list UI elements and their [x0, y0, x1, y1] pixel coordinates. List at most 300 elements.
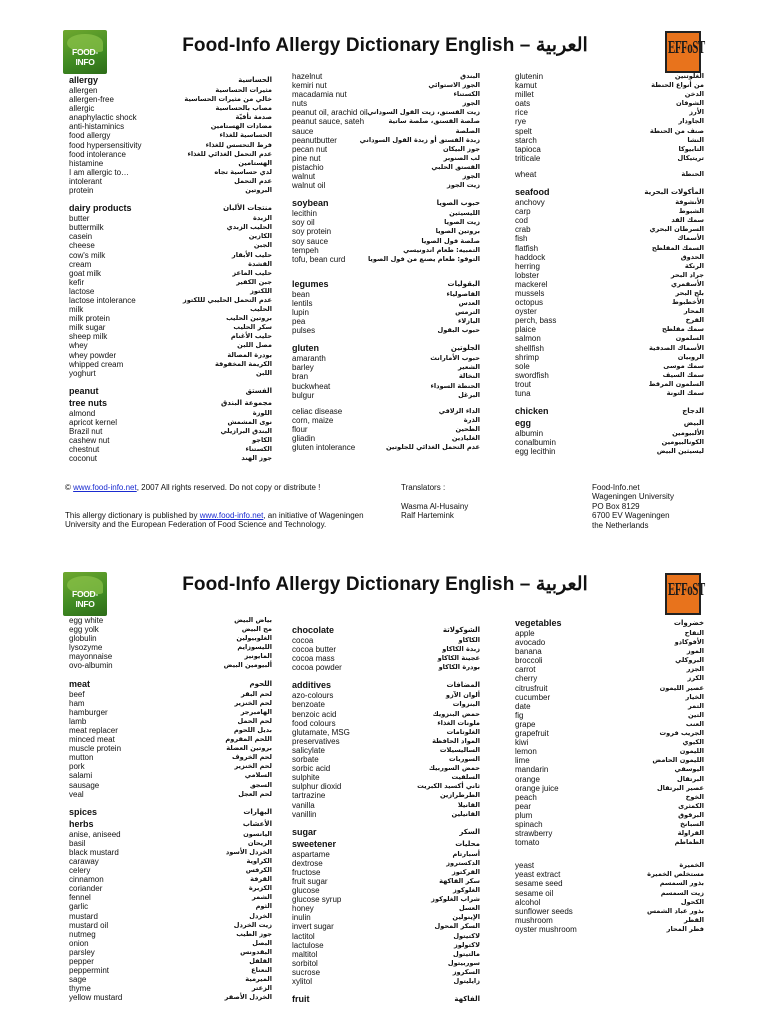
section-spacer [515, 163, 704, 170]
entry-english: tempeh [292, 245, 319, 255]
category-heading [69, 818, 272, 830]
entry-english: glutenin [515, 72, 544, 81]
dictionary-entry [515, 907, 704, 916]
entry-arabic: لحم الخنزير [234, 698, 272, 707]
dictionary-entry [515, 861, 704, 870]
entry-english: orange [515, 774, 540, 784]
entry-arabic: الداء الزلاقي [438, 406, 480, 415]
entry-arabic: بودرة المصالة [227, 350, 272, 359]
category-heading [292, 679, 480, 691]
category-heading-arabic: البقوليات [447, 279, 480, 288]
entry-english: citrusfruit [515, 683, 548, 693]
entry-english: sheep milk [69, 332, 108, 342]
section-spacer [69, 195, 272, 202]
entry-arabic: الخميرة [679, 861, 704, 870]
entry-english: milk sugar [69, 323, 106, 333]
entry-english: xylitol [292, 977, 313, 986]
entry-arabic: مصاب بالحساسية [215, 104, 272, 113]
dictionary-entry [292, 391, 480, 400]
dictionary-entry [69, 241, 272, 250]
entry-english: nutmeg [69, 929, 96, 939]
dictionary-entry [515, 793, 704, 802]
entry-english: swordfish [515, 370, 549, 380]
dictionary-entry [515, 99, 704, 108]
entry-arabic: ألبيومين البيض [223, 661, 272, 670]
dictionary-entry [515, 879, 704, 888]
entry-arabic: الحدوق [680, 252, 704, 261]
entry-arabic: حبوب الأمارانث [430, 354, 480, 363]
dictionary-entry [69, 643, 272, 652]
entry-arabic: اللكتوز [250, 286, 272, 295]
entry-arabic: لدي حساسية تجاه [214, 167, 272, 176]
category-heading-arabic: الجلوتين [450, 344, 480, 353]
entry-english: fish [515, 234, 528, 244]
entry-arabic: الدخن [684, 90, 704, 99]
entry-english: food allergy [69, 131, 111, 141]
entry-arabic: المواد الحافظة [432, 736, 480, 745]
entry-arabic: زيت السمسم [660, 888, 704, 897]
entry-arabic: الغلوتامات [446, 727, 480, 736]
dictionary-entry [69, 86, 272, 95]
category-heading [292, 993, 480, 1005]
translators-block [401, 483, 468, 521]
entry-arabic: البروتين [245, 186, 272, 195]
entry-english: yoghurt [69, 368, 96, 378]
entry-arabic: لحم الحمل [237, 716, 272, 725]
entry-arabic: سمك السيف [662, 370, 704, 379]
entry-arabic: الجاودار [678, 117, 704, 126]
dictionary-entry [69, 122, 272, 131]
dictionary-entry [69, 930, 272, 939]
entry-english: kamut [515, 81, 537, 91]
dictionary-entry [292, 663, 480, 672]
entry-english: lime [515, 756, 530, 766]
entry-arabic: الساليسيلات [439, 745, 480, 754]
dictionary-entry [515, 447, 704, 456]
entry-english: parsley [69, 947, 95, 957]
translators-label: Translators : [401, 483, 446, 492]
entry-arabic: عدم التحمل الغذائي للغذاء [187, 149, 272, 158]
entry-english: lemon [515, 747, 537, 757]
dictionary-entry [292, 728, 480, 737]
dictionary-entry [69, 314, 272, 323]
category-heading [69, 74, 272, 86]
entry-english: soy sauce [292, 236, 329, 246]
entry-arabic: الريحان [247, 838, 272, 847]
dictionary-entry [292, 950, 480, 959]
dictionary-entry [515, 325, 704, 334]
dictionary-entry [292, 326, 480, 335]
dictionary-entry [69, 332, 272, 341]
entry-english: whey [69, 341, 88, 351]
entry-arabic: مح البيض [241, 625, 272, 634]
entry-arabic: البرغل [458, 390, 480, 399]
entry-english: mackerel [515, 279, 548, 289]
entry-arabic: الفركتوز [451, 867, 480, 876]
category-heading [292, 838, 480, 850]
entry-english: goat milk [69, 268, 102, 278]
entry-arabic: مثيرات الحساسية [215, 86, 272, 94]
entry-arabic: الكمثرى [678, 801, 704, 810]
entry-english: food intolerance [69, 149, 126, 159]
dictionary-entry [69, 744, 272, 753]
entry-english: bean [292, 289, 310, 299]
entry-english: cocoa butter [292, 645, 337, 655]
entry-arabic: الرنكة [684, 261, 704, 270]
entry-arabic: لحم العجل [238, 789, 272, 798]
dictionary-entry [515, 72, 704, 81]
dictionary-entry [292, 773, 480, 782]
dictionary-entry [69, 726, 272, 735]
entry-english: egg yolk [69, 625, 99, 635]
dictionary-entry [69, 287, 272, 296]
entry-arabic: الكستناء [245, 445, 272, 454]
dictionary-entry [292, 145, 480, 154]
entry-english: milk protein [69, 314, 110, 324]
entry-english: cucumber [515, 692, 551, 702]
dictionary-entry [69, 113, 272, 122]
category-heading [515, 417, 704, 429]
entry-arabic: صدمة تأقيّة [235, 113, 272, 122]
entry-english: cod [515, 216, 528, 226]
dictionary-entry [515, 889, 704, 898]
dictionary-entry [515, 262, 704, 271]
entry-english: meat replacer [69, 725, 118, 735]
entry-english: peanut sauce, sateh [292, 117, 365, 127]
dictionary-entry [69, 921, 272, 930]
entry-arabic: البنزوات [452, 700, 480, 709]
entry-arabic: لحم البقر [241, 689, 272, 698]
dictionary-entry [292, 782, 480, 791]
dictionary-entry [69, 223, 272, 232]
entry-arabic: لحم الخروف [231, 753, 272, 762]
entry-arabic: الموز [686, 647, 704, 656]
dictionary-entry [515, 674, 704, 683]
published-link[interactable]: www.food-info.net [199, 511, 264, 520]
category-heading [515, 617, 704, 629]
category-heading-english: tree nuts [69, 397, 108, 408]
entry-arabic: لاكتيتول [453, 931, 480, 940]
entry-english: protein [69, 186, 94, 196]
dictionary-entry [292, 181, 480, 190]
entry-english: histamine [69, 158, 104, 168]
dictionary-entry [515, 647, 704, 656]
entry-english: egg white [69, 616, 104, 625]
entry-english: carrot [515, 665, 536, 675]
dictionary-entry [69, 131, 272, 140]
dictionary-entry [515, 802, 704, 811]
dictionary-entry [515, 136, 704, 145]
entry-arabic: الجوز [462, 172, 480, 181]
entry-arabic: عجينة الكاكاو [437, 654, 480, 663]
entry-arabic: الفرخ [685, 316, 704, 325]
dictionary-entry [515, 280, 704, 289]
entry-arabic: جوز الطيب [236, 929, 272, 938]
dictionary-entry [515, 829, 704, 838]
dictionary-entry [515, 693, 704, 702]
dictionary-entry [515, 756, 704, 765]
entry-arabic: الفانيلا [457, 800, 480, 809]
entry-english: lupin [292, 307, 309, 317]
entry-english: anchovy [515, 198, 545, 208]
entry-english: basil [69, 838, 86, 848]
entry-arabic: الثوم [255, 902, 272, 911]
dictionary-entry [515, 371, 704, 380]
translator-name: Ralf Hartemink [401, 511, 454, 521]
entry-english: mayonnaise [69, 652, 113, 662]
entry-arabic: السلمون [675, 334, 704, 343]
category-heading-arabic: السكر [459, 827, 480, 836]
category-heading-english: vegetables [515, 618, 562, 628]
category-heading [69, 397, 272, 409]
entry-arabic: اللبن [255, 368, 272, 377]
entry-english: conalbumin [515, 438, 556, 448]
entry-english: celiac disease [292, 406, 343, 416]
entry-arabic: سمك التونة [666, 389, 704, 397]
entry-arabic: خالي من مثيرات الحساسية [184, 95, 272, 104]
dictionary-entry [292, 434, 480, 443]
entry-english: aspartame [292, 849, 330, 859]
entry-arabic: الألبيومين [672, 429, 704, 438]
entry-english: haddock [515, 252, 546, 262]
copyright-link[interactable]: www.food-info.net [73, 483, 137, 492]
dictionary-entry [515, 747, 704, 756]
entry-arabic: البقدونس [240, 947, 272, 956]
entry-arabic: اليانسون [243, 829, 272, 838]
entry-arabic: عصير البرتقال [656, 783, 704, 792]
entry-arabic: زيت الجوز [447, 181, 480, 190]
entry-arabic: التوفو: طعام يصنع من فول الصويا [367, 254, 480, 263]
entry-arabic: مالتيتول [453, 949, 480, 958]
entry-arabic: زبدة الفستق أو زبدة الفول السوداني [359, 135, 480, 144]
page-title: Food-Info Allergy Dictionary English – العربية [182, 35, 588, 56]
entry-english: food hypersensitivity [69, 140, 142, 150]
dictionary-entry [515, 108, 704, 117]
entry-english: mushroom [515, 915, 553, 925]
entry-arabic: البازلاء [458, 317, 480, 326]
dictionary-entry [69, 616, 272, 625]
address-line: Food-Info.net [592, 483, 640, 492]
food-info-logo-text: FOOD-INFO [72, 589, 98, 609]
entry-arabic: شراب الغلوكوز [431, 895, 480, 904]
dictionary-entry [515, 738, 704, 747]
dictionary-entry [515, 729, 704, 738]
entry-english: spinach [515, 819, 543, 829]
category-heading-english: meat [69, 678, 91, 689]
dictionary-entry [292, 99, 480, 108]
effost-logo [665, 573, 705, 615]
dictionary-entry [69, 436, 272, 445]
dictionary-entry [292, 218, 480, 227]
entry-english: shrimp [515, 352, 540, 362]
entry-english: peach [515, 792, 537, 802]
dictionary-entry [515, 127, 704, 136]
entry-arabic: ملونات الغذاء [437, 718, 480, 727]
entry-english: lamb [69, 716, 87, 726]
entry-english: fig [515, 710, 524, 720]
entry-arabic: تريتيكال [677, 153, 704, 162]
entry-arabic: عصير الليمون [659, 683, 704, 692]
entry-arabic: البندق البرازيلي [220, 427, 272, 435]
category-heading-english: additives [292, 680, 332, 691]
category-heading-arabic: الشوكولاتة [442, 626, 480, 634]
entry-english: tomato [515, 838, 540, 848]
dictionary-column-4 [69, 616, 272, 1002]
food-info-logo [63, 30, 107, 74]
dictionary-entry [515, 775, 704, 784]
entry-english: pecan nut [292, 144, 328, 154]
entry-arabic: جوز البيكان [442, 144, 480, 153]
dictionary-entry [515, 154, 704, 163]
entry-english: onion [69, 938, 89, 948]
entry-english: benzoate [292, 700, 325, 710]
section-spacer [515, 847, 704, 854]
entry-english: glucose [292, 886, 320, 896]
effost-logo-text: EFFoST [668, 580, 705, 600]
entry-arabic: الكريمة المخفوقة [215, 359, 272, 368]
entry-english: tofu, bean curd [292, 254, 346, 264]
dictionary-entry [69, 975, 272, 984]
entry-arabic: ثاني أكسيد الكبريت [417, 782, 480, 791]
entry-english: gliadin [292, 434, 316, 443]
category-heading [69, 678, 272, 690]
dictionary-entry [69, 902, 272, 911]
dictionary-entry [69, 661, 272, 670]
entry-arabic: الحليب [250, 305, 272, 314]
entry-arabic: صلصة الفستق، صلصة ساتية [388, 117, 480, 126]
dictionary-entry [292, 710, 480, 719]
entry-arabic: ألوان الآزو [445, 691, 480, 700]
dictionary-entry [69, 418, 272, 427]
entry-arabic: السبانخ [680, 819, 704, 828]
dictionary-entry [69, 830, 272, 839]
entry-english: flatfish [515, 243, 539, 253]
dictionary-entry [69, 699, 272, 708]
entry-english: muscle protein [69, 744, 122, 754]
entry-arabic: الليسيثين [449, 209, 480, 218]
dictionary-entry [515, 81, 704, 90]
dictionary-entry [292, 108, 480, 117]
entry-arabic: البرتقال [677, 774, 704, 783]
dictionary-entry [515, 225, 704, 234]
entry-arabic: الزعتر [251, 984, 272, 993]
category-heading-arabic: الأعشاب [242, 819, 272, 828]
category-heading-arabic: الحساسية [238, 76, 272, 84]
entry-english: pine nut [292, 153, 321, 163]
category-heading-arabic: منتجات الألبان [223, 204, 272, 213]
entry-english: cocoa mass [292, 654, 335, 664]
dictionary-entry [515, 784, 704, 793]
entry-english: globulin [69, 634, 97, 644]
dictionary-entry [515, 289, 704, 298]
dictionary-entry [69, 186, 272, 195]
dictionary-entry [69, 141, 272, 150]
section-spacer [515, 179, 704, 186]
dictionary-entry [515, 207, 704, 216]
entry-arabic: السكر المحول [434, 922, 480, 931]
entry-english: soy oil [292, 218, 315, 228]
dictionary-entry [69, 984, 272, 993]
entry-english: pepper [69, 957, 94, 966]
entry-english: cocoa powder [292, 663, 342, 673]
translator-name: Wasma Al-Husainy [401, 501, 469, 511]
dictionary-entry [292, 136, 480, 145]
entry-arabic: الأرز [689, 108, 704, 117]
entry-english: sole [515, 361, 530, 371]
dictionary-entry [69, 104, 272, 113]
entry-english: gluten intolerance [292, 443, 356, 453]
entry-english: spelt [515, 126, 532, 136]
section-spacer [292, 986, 480, 993]
entry-arabic: الخوخ [685, 792, 704, 801]
entry-arabic: التفاح [684, 629, 704, 637]
entry-arabic: جراد البحر [670, 270, 704, 279]
entry-english: macadamia nut [292, 90, 347, 100]
entry-english: sorbitol [292, 958, 318, 968]
entry-english: casein [69, 232, 93, 242]
dictionary-entry [292, 636, 480, 645]
dictionary-entry [292, 90, 480, 99]
dictionary-entry [69, 305, 272, 314]
entry-arabic: بديل اللحوم [233, 725, 272, 734]
entry-arabic: التين [687, 710, 704, 719]
entry-arabic: الحنطة [681, 169, 704, 178]
dictionary-entry [515, 702, 704, 711]
entry-english: apple [515, 629, 535, 638]
dictionary-entry [515, 629, 704, 638]
category-heading-english: sweetener [292, 838, 337, 849]
entry-arabic: الترمس [455, 307, 480, 316]
food-info-logo-text: FOOD-INFO [72, 47, 98, 67]
entry-english: coriander [69, 884, 103, 894]
entry-english: butter [69, 214, 90, 224]
entry-arabic: الليسوزايم [237, 643, 272, 652]
dictionary-entry [515, 316, 704, 325]
entry-english: octopus [515, 298, 544, 308]
entry-arabic: ليسيثين البيض [656, 447, 704, 456]
dictionary-entry [515, 438, 704, 447]
dictionary-entry [292, 959, 480, 968]
dictionary-entry [69, 839, 272, 848]
published-statement [65, 511, 364, 530]
entry-arabic: اليوسفي [674, 765, 704, 774]
entry-english: preservatives [292, 736, 340, 746]
entry-arabic: العسل [458, 904, 480, 913]
dictionary-entry [292, 81, 480, 90]
entry-arabic: القرفة [250, 875, 272, 884]
entry-arabic: النعناع [251, 966, 272, 975]
dictionary-entry [292, 290, 480, 299]
effost-logo-text: EFFoST [668, 38, 705, 58]
dictionary-entry [292, 117, 480, 126]
entry-arabic: مضادات الهستامين [210, 122, 272, 131]
entry-english: grapefruit [515, 729, 549, 739]
entry-english: yeast [515, 861, 535, 871]
entry-arabic: لاكتولوز [454, 940, 480, 949]
entry-english: plaice [515, 325, 536, 335]
entry-arabic: سوربيتول [447, 958, 480, 967]
entry-english: sage [69, 975, 87, 985]
dictionary-entry [69, 781, 272, 790]
dictionary-entry [69, 884, 272, 893]
entry-english: rice [515, 108, 528, 118]
entry-english: salicylate [292, 745, 325, 755]
entry-english: chestnut [69, 445, 100, 455]
entry-english: maltitol [292, 949, 318, 959]
entry-arabic: اللحم المفروم [225, 735, 272, 744]
dictionary-entry [292, 895, 480, 904]
dictionary-entry [69, 369, 272, 378]
